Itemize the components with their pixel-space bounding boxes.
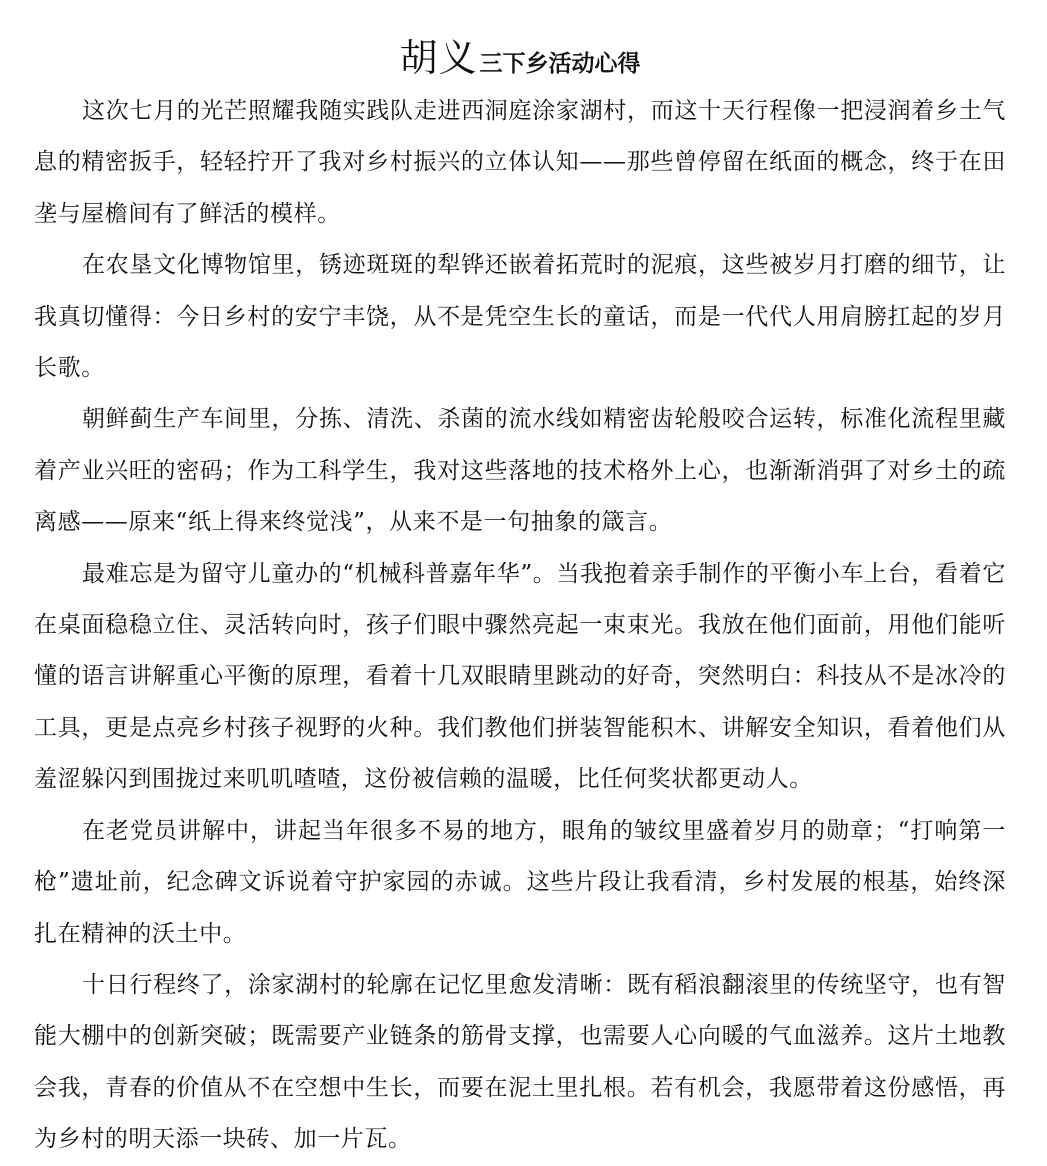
document-page	[34, 0, 1006, 1153]
document-body	[34, 86, 1006, 1166]
document-title	[34, 30, 1006, 86]
paragraph-5: 在老党员讲解中，讲起当年很多不易的地方，眼角的皱纹里盛着岁月的勋章；“打响第一枪”遗址前，纪念碑文诉说着守护家园的赤诚。这些片段让我看清，乡村发展的根基，始终深扎在精神的沃土中。	[34, 817, 1006, 947]
paragraph-1: 这次七月的光芒照耀我随实践队走进西洞庭涂家湖村，而这十天行程像一把浸润着乡土气息的精密扳手，轻轻拧开了我对乡村振兴的立体认知——那些曾停留在纸面的概念，终于在田垄与屋檐间有了鲜活的模样。	[34, 98, 1006, 227]
paragraph-6: 十日行程终了，涂家湖村的轮廓在记忆里愈发清晰：既有稻浪翻滚里的传统坚守，也有智能大棚中的创新突破；既需要产业链条的筋骨支撑，也需要人心向暖的气血滋养。这片土地教会我，青春的价值从不在空想中生长，而要在泥土里扎根。若有机会，我愿带着这份感悟，再为乡村的明天添一块砖、加一片瓦。	[34, 971, 1006, 1153]
paragraph-3: 朝鲜蓟生产车间里，分拣、清洗、杀菌的流水线如精密齿轮般咬合运转，标准化流程里藏着产业兴旺的密码；作为工科学生，我对这些落地的技术格外上心，也渐渐消弭了对乡土的疏离感——原来“纸上得来终觉浅”，从来不是一句抽象的箴言。	[34, 406, 1006, 536]
author-name: 胡义	[399, 36, 478, 80]
paragraph-2: 在农垦文化博物馆里，锈迹斑斑的犁铧还嵌着拓荒时的泥痕，这些被岁月打磨的细节，让我真切懂得：今日乡村的安宁丰饶，从不是凭空生长的童话，而是一代代人用肩膀扛起的岁月长歌。	[34, 252, 1006, 382]
title-subtitle: 三下乡活动心得	[479, 51, 641, 77]
paragraph-4: 最难忘是为留守儿童办的“机械科普嘉年华”。当我抱着亲手制作的平衡小车上台，看着它在桌面稳稳立住、灵活转向时，孩子们眼中骤然亮起一束束光。我放在他们面前，用他们能听懂的语言讲解重心平衡的原理，看着十几双眼睛里跳动的好奇，突然明白：科技从不是冰冷的工具，更是点亮乡村孩子视野的火种。我们教他们拼装智能积木、讲解安全知识，看着他们从羞涩躲闪到围拢过来叽叽喳喳，这份被信赖的温暖，比任何奖状都更动人。	[34, 560, 1006, 793]
